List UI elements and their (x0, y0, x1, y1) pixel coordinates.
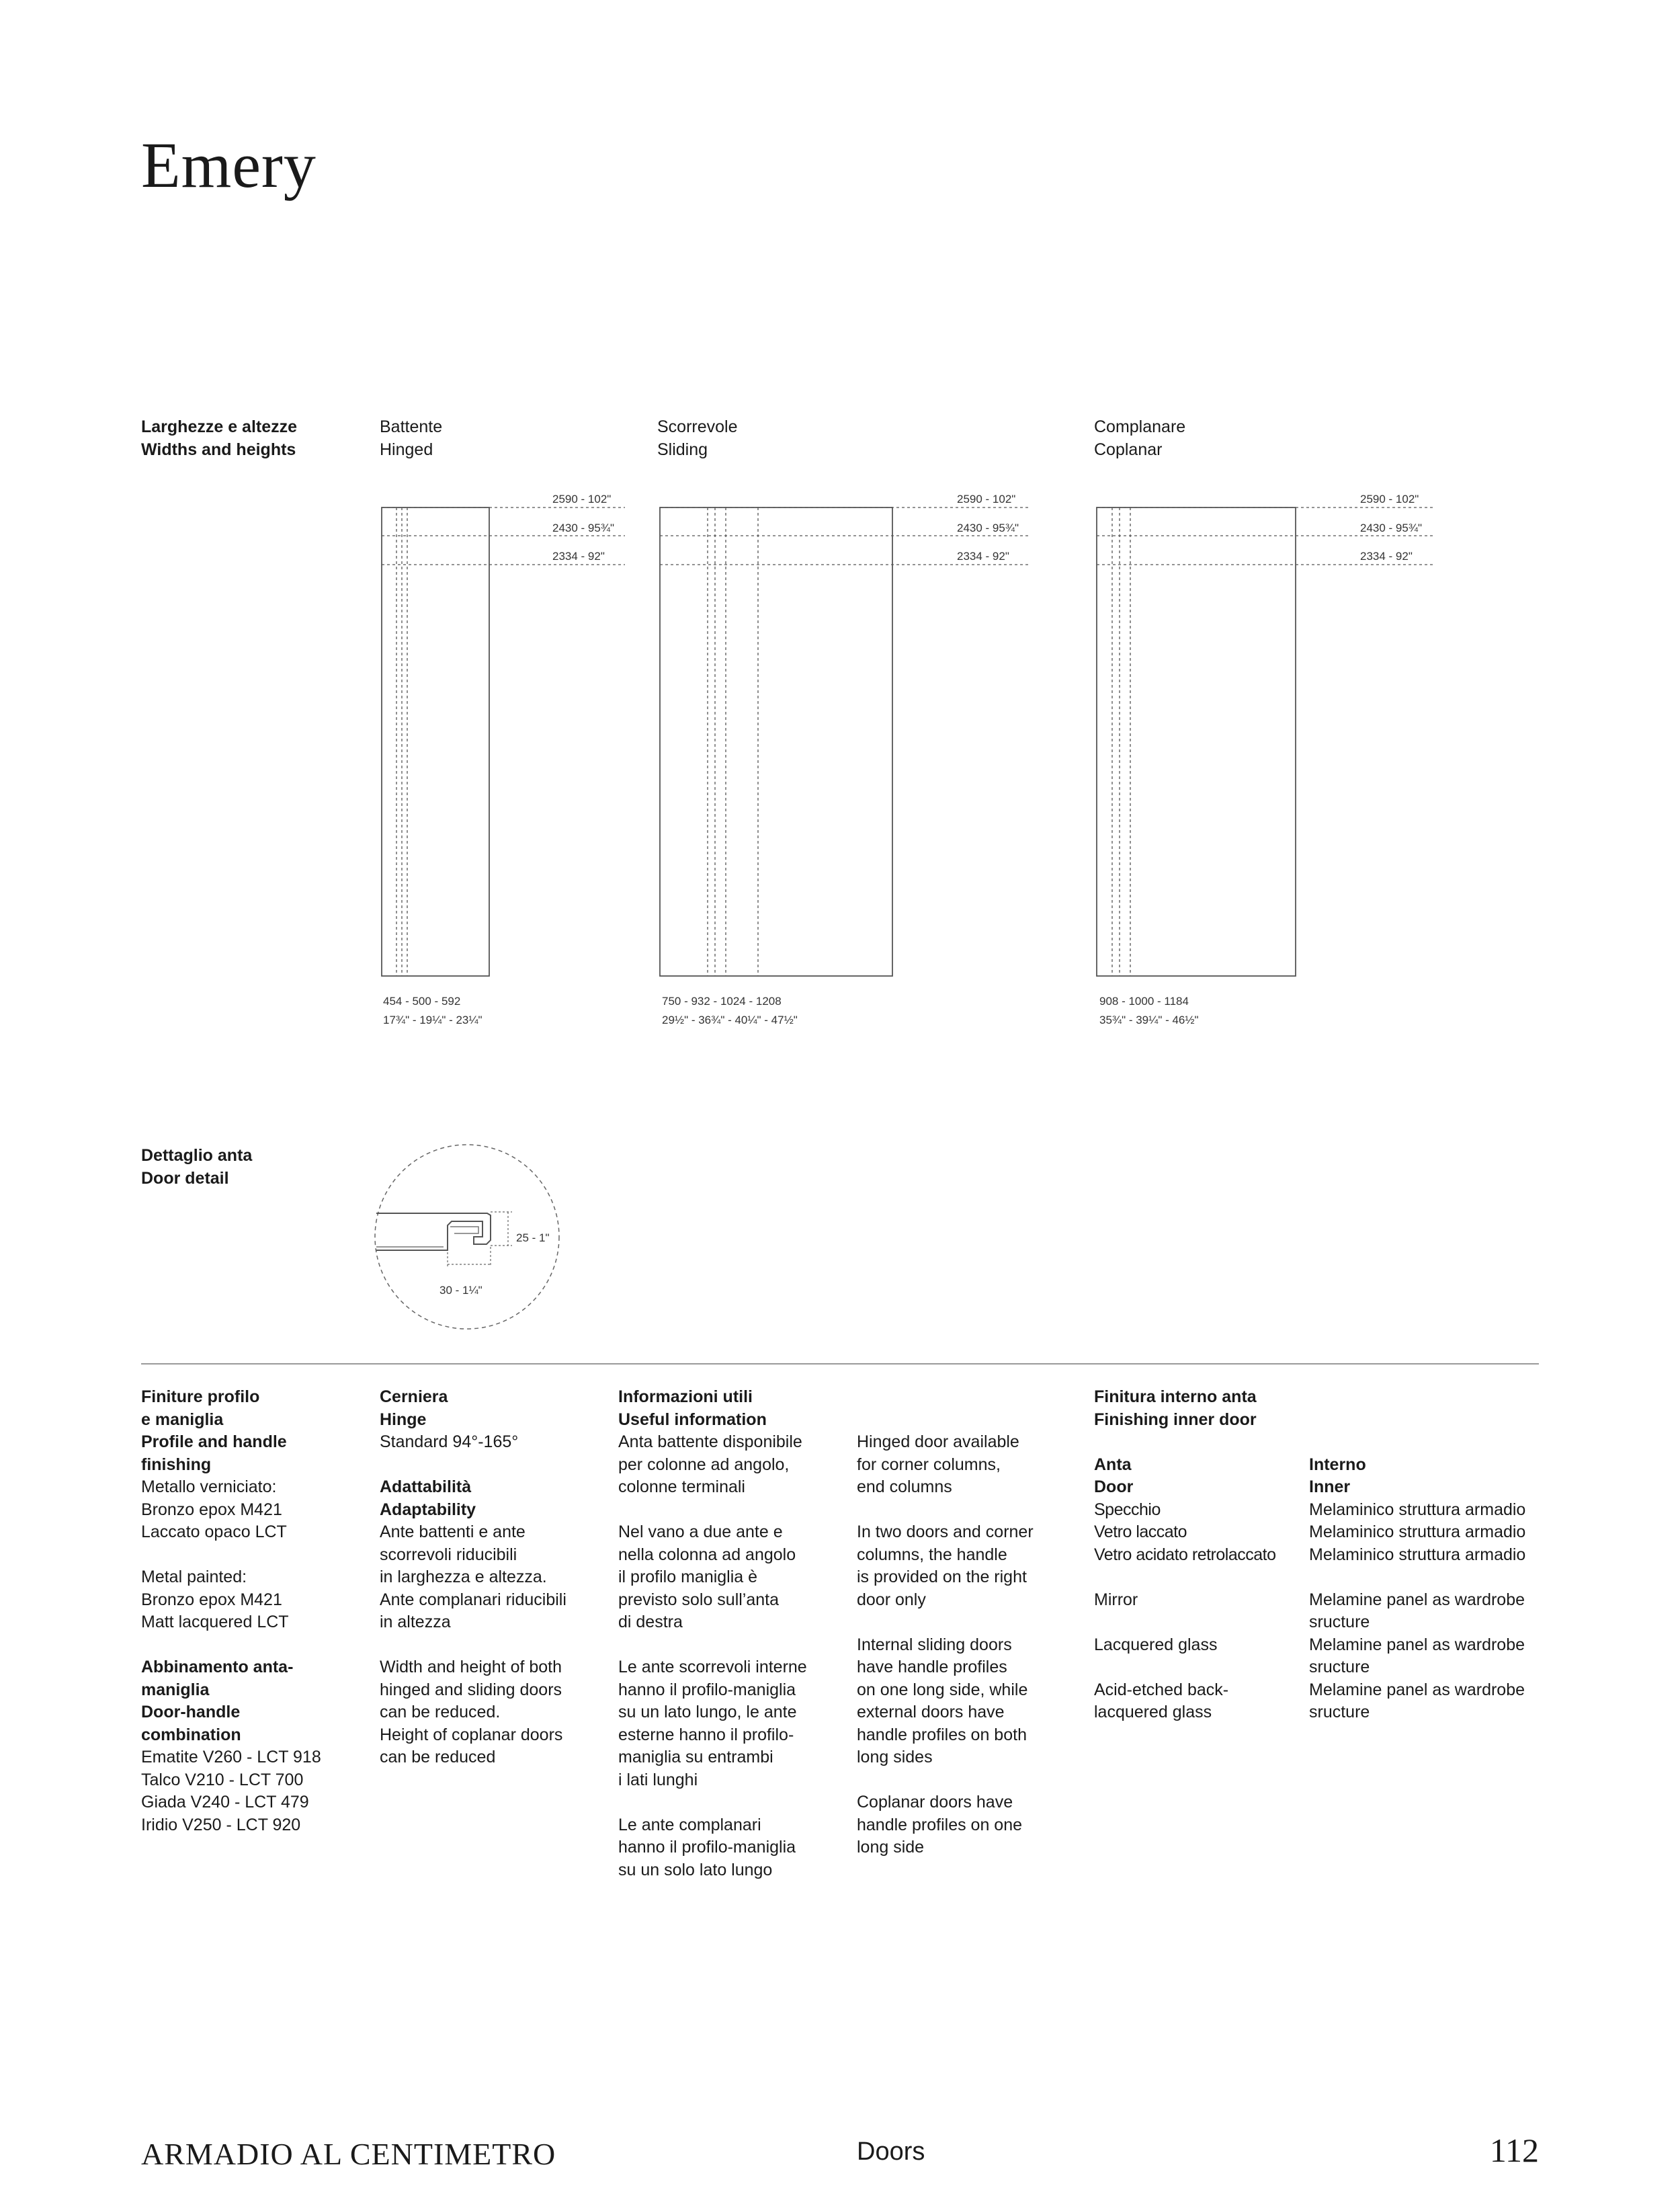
door-detail-label (141, 1144, 252, 1190)
page-number: 112 (1489, 2131, 1539, 2169)
inner-finishes-it: Melaminico struttura armadio Melaminico struttura armadio Melaminico struttura armadio (1309, 1500, 1526, 1564)
inner-finish-heading: Finitura interno anta Finishing inner door (1094, 1387, 1257, 1429)
door-detail-label-en: Door detail (141, 1169, 229, 1188)
door-finish-en-1: Mirror (1094, 1590, 1138, 1609)
sliding-name-it: Scorrevole (657, 417, 738, 436)
sliding-widths-in: 29½" - 36¾" - 40¼" - 47½" (662, 1014, 798, 1026)
useful-info-heading: Informazioni utili Useful information (618, 1387, 767, 1429)
useful-info-en-p2: In two doors and corner columns, the handle is provided on the right door only (857, 1522, 1034, 1609)
coplanar-name-en: Coplanar (1094, 440, 1163, 459)
useful-info-en-p4: Coplanar doors have handle profiles on one long side (857, 1793, 1023, 1857)
useful-info-column-it (618, 1386, 847, 1881)
footer-section: Doors (857, 2138, 925, 2166)
inner-finish-en-3: Melamine panel as wardrobe sructure (1309, 1680, 1525, 1721)
hinged-height-1: 2590 - 102" (552, 493, 612, 505)
useful-info-p1: Anta battente disponibile per colonne ad angolo, colonne terminali (618, 1432, 802, 1496)
hinged-widths-mm: 454 - 500 - 592 (383, 995, 461, 1008)
finishes-heading: Finiture profilo e maniglia Profile and handle finishing (141, 1387, 287, 1474)
useful-info-column-en (857, 1431, 1085, 1859)
useful-info-p4: Le ante complanari hanno il profilo-maniglia su un solo lato lungo (618, 1815, 796, 1879)
door-finish-en-2: Lacquered glass (1094, 1635, 1218, 1654)
door-drawings (0, 0, 1680, 1075)
door-finish-en-3: Acid-etched back- lacquered glass (1094, 1680, 1229, 1721)
adaptability-body-it: Ante battenti e ante scorrevoli riducibili in larghezza e altezza. Ante complanari riducibili in altezza (380, 1522, 566, 1631)
finishes-body-en: Metal painted: Bronzo epox M421 Matt lacquered LCT (141, 1568, 289, 1631)
adaptability-body-en: Width and height of both hinged and sliding doors can be reduced. Height of coplanar doors can be reduced (380, 1658, 563, 1766)
widths-heights-label-it: Larghezze e altezze (141, 417, 298, 436)
sliding-door-drawing (660, 507, 1030, 976)
hinged-name-it: Battente (380, 417, 443, 436)
hinged-height-3: 2334 - 92" (552, 550, 605, 563)
coplanar-widths-mm: 908 - 1000 - 1184 (1099, 995, 1189, 1008)
hinge-heading: Cerniera Hinge (380, 1387, 448, 1429)
door-detail-label-it: Dettaglio anta (141, 1146, 253, 1165)
sliding-height-3: 2334 - 92" (957, 550, 1009, 563)
combination-heading: Abbinamento anta- maniglia Door-handle combination (141, 1658, 294, 1744)
useful-info-en-p1: Hinged door available for corner columns, end columns (857, 1432, 1019, 1496)
useful-info-p3: Le ante scorrevoli interne hanno il profilo-maniglia su un lato lungo, le ante esterne hanno il profilo- maniglia su entrambi i lati lunghi (618, 1658, 807, 1789)
detail-thickness-dim: 25 - 1" (516, 1231, 550, 1244)
coplanar-widths-in: 35¾" - 39¼" - 46½" (1099, 1014, 1199, 1026)
page-title: Emery (141, 129, 317, 201)
inner-subheading: Interno Inner (1309, 1455, 1366, 1496)
hinged-name-en: Hinged (380, 440, 433, 459)
sliding-name-en: Sliding (657, 440, 708, 459)
coplanar-door-drawing (1097, 507, 1433, 976)
sliding-height-1: 2590 - 102" (957, 493, 1016, 505)
finishes-body-it: Metallo verniciato: Bronzo epox M421 Laccato opaco LCT (141, 1477, 287, 1541)
adaptability-heading: Adattabilità Adaptability (380, 1477, 476, 1519)
hinged-widths-in: 17¾" - 19¼" - 23¼" (383, 1014, 482, 1026)
hinge-column (380, 1386, 608, 1769)
sliding-widths-mm: 750 - 932 - 1024 - 1208 (662, 995, 782, 1008)
useful-info-en-p3: Internal sliding doors have handle profiles on one long side, while external doors have handle profiles on both long sides (857, 1635, 1028, 1766)
door-subheading: Anta Door (1094, 1455, 1134, 1496)
widths-heights-label-en: Widths and heights (141, 440, 296, 459)
inner-finish-en-1: Melamine panel as wardrobe sructure (1309, 1590, 1525, 1631)
coplanar-height-2: 2430 - 95¾" (1360, 522, 1423, 534)
hinged-widths (383, 992, 482, 1030)
coplanar-widths (1099, 992, 1199, 1030)
inner-finish-en-2: Melamine panel as wardrobe sructure (1309, 1635, 1525, 1676)
finishes-column (141, 1386, 370, 1836)
hinged-door-drawing (382, 507, 625, 976)
detail-width-dim: 30 - 1¼" (439, 1284, 482, 1297)
section-divider (141, 1363, 1539, 1365)
hinge-body: Standard 94°-165° (380, 1432, 519, 1451)
hinged-height-2: 2430 - 95¾" (552, 522, 615, 534)
inner-finish-door-column (1094, 1386, 1309, 1724)
sliding-height-2: 2430 - 95¾" (957, 522, 1019, 534)
sliding-widths (662, 992, 798, 1030)
coplanar-name-it: Complanare (1094, 417, 1186, 436)
coplanar-height-1: 2590 - 102" (1360, 493, 1419, 505)
footer-collection: ARMADIO AL CENTIMETRO (141, 2137, 556, 2171)
coplanar-height-3: 2334 - 92" (1360, 550, 1413, 563)
useful-info-p2: Nel vano a due ante e nella colonna ad angolo il profilo maniglia è previsto solo sull’anta di destra (618, 1522, 796, 1631)
inner-finish-inner-column (1309, 1386, 1551, 1724)
combination-body: Ematite V260 - LCT 918 Talco V210 - LCT 700 Giada V240 - LCT 479 Iridio V250 - LCT 920 (141, 1748, 321, 1834)
door-finishes-it: Specchio Vetro laccato Vetro acidato retrolaccato (1094, 1500, 1276, 1564)
